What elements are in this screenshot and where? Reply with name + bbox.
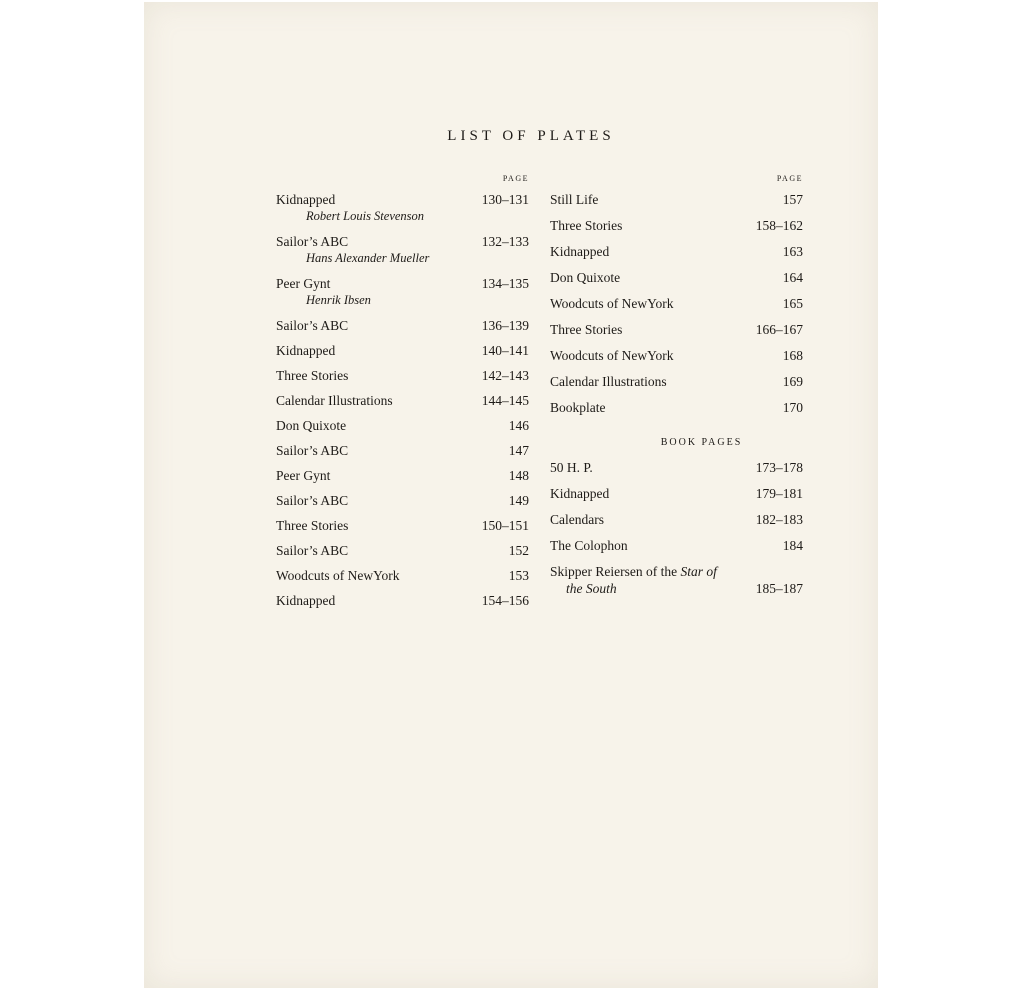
entry-title: Sailor’s ABC xyxy=(276,234,349,249)
entry-pages: 157 xyxy=(782,192,803,207)
entry-author: Robert Louis Stevenson xyxy=(306,209,425,223)
entry-title: Three Stories xyxy=(550,322,623,337)
list-entry xyxy=(276,191,529,225)
entry-title: Kidnapped xyxy=(276,593,336,608)
entry-pages: 179–181 xyxy=(755,486,803,501)
entry-pages: 154–156 xyxy=(481,593,529,608)
entry-pages: 168 xyxy=(782,348,803,363)
list-entry xyxy=(276,592,529,609)
entry-title: Peer Gynt xyxy=(276,276,331,291)
entry-author: Henrik Ibsen xyxy=(306,293,371,307)
entry-pages: 173–178 xyxy=(755,460,803,475)
entry-title: Peer Gynt xyxy=(276,468,331,483)
list-entry xyxy=(550,563,803,597)
entry-title: Woodcuts of NewYork xyxy=(276,568,400,583)
page-column-header: PAGE xyxy=(776,174,803,183)
entry-title: 50 H. P. xyxy=(550,460,593,475)
list-entry xyxy=(550,537,803,554)
right-column xyxy=(550,174,803,597)
list-entry xyxy=(550,511,803,528)
list-entry xyxy=(550,485,803,502)
entry-pages: 165 xyxy=(782,296,803,311)
list-entry xyxy=(550,399,803,416)
list-entry xyxy=(276,467,529,484)
entry-pages: 182–183 xyxy=(755,512,803,527)
list-entry xyxy=(276,442,529,459)
entry-pages: 163 xyxy=(782,244,803,259)
entry-title: Three Stories xyxy=(276,518,349,533)
entry-pages: 158–162 xyxy=(755,218,803,233)
entry-title: Still Life xyxy=(550,192,599,207)
entry-title: Woodcuts of NewYork xyxy=(550,296,674,311)
entry-title: Calendar Illustrations xyxy=(276,393,393,408)
entry-pages: 149 xyxy=(508,493,529,508)
entry-title: Woodcuts of NewYork xyxy=(550,348,674,363)
entry-title: Sailor’s ABC xyxy=(276,443,349,458)
list-entry xyxy=(276,542,529,559)
list-entry xyxy=(276,567,529,584)
entry-title: Three Stories xyxy=(276,368,349,383)
entry-title: Three Stories xyxy=(550,218,623,233)
list-entry xyxy=(276,417,529,434)
list-entry xyxy=(550,243,803,260)
right-entries-list xyxy=(550,191,803,416)
entry-pages: 150–151 xyxy=(481,518,529,533)
list-entry xyxy=(276,317,529,334)
left-entries-list xyxy=(276,191,529,609)
entry-title: Don Quixote xyxy=(276,418,347,433)
list-entry xyxy=(550,459,803,476)
entry-pages: 130–131 xyxy=(481,192,529,207)
entry-pages: 148 xyxy=(508,468,529,483)
entry-title: Kidnapped xyxy=(550,486,610,501)
entry-pages: 166–167 xyxy=(755,322,803,337)
list-entry xyxy=(550,295,803,312)
list-entry xyxy=(550,347,803,364)
list-entry xyxy=(276,233,529,267)
entry-title: Bookplate xyxy=(550,400,606,415)
list-entry xyxy=(276,492,529,509)
left-column xyxy=(276,174,529,609)
entry-title: The Colophon xyxy=(550,538,628,553)
entry-pages: 146 xyxy=(508,418,529,433)
entry-title: Don Quixote xyxy=(550,270,621,285)
entry-pages: 144–145 xyxy=(481,393,529,408)
entry-pages: 185–187 xyxy=(755,581,803,596)
book-page xyxy=(144,2,878,988)
list-entry xyxy=(276,275,529,309)
entry-title: Kidnapped xyxy=(550,244,610,259)
entry-title: Skipper Reiersen of the Star of the South xyxy=(550,564,717,596)
book-pages-list xyxy=(550,459,803,554)
entry-title: Sailor’s ABC xyxy=(276,493,349,508)
entry-title: Kidnapped xyxy=(276,192,336,207)
entry-pages: 136–139 xyxy=(481,318,529,333)
entry-title: Sailor’s ABC xyxy=(276,318,349,333)
book-pages-heading: BOOK PAGES xyxy=(660,437,743,448)
list-entry xyxy=(550,269,803,286)
list-entry xyxy=(276,517,529,534)
entry-pages: 134–135 xyxy=(481,276,529,291)
page-column-header: PAGE xyxy=(502,174,529,183)
entry-pages: 169 xyxy=(782,374,803,389)
entry-pages: 147 xyxy=(508,443,529,458)
list-entry xyxy=(550,191,803,208)
entry-pages: 164 xyxy=(782,270,803,285)
entry-title: Sailor’s ABC xyxy=(276,543,349,558)
page-title: LIST OF PLATES xyxy=(447,128,615,144)
list-entry xyxy=(550,321,803,338)
list-entry xyxy=(276,367,529,384)
list-entry xyxy=(550,373,803,390)
entry-pages: 140–141 xyxy=(481,343,529,358)
entry-title: Calendars xyxy=(550,512,604,527)
entry-pages: 142–143 xyxy=(481,368,529,383)
list-entry xyxy=(276,342,529,359)
entry-pages: 152 xyxy=(508,543,529,558)
list-entry xyxy=(550,217,803,234)
entry-pages: 184 xyxy=(782,538,803,553)
entry-title: Kidnapped xyxy=(276,343,336,358)
entry-pages: 132–133 xyxy=(481,234,529,249)
entry-pages: 170 xyxy=(782,400,803,415)
entry-title: Calendar Illustrations xyxy=(550,374,667,389)
entry-pages: 153 xyxy=(508,568,529,583)
list-entry xyxy=(276,392,529,409)
entry-author: Hans Alexander Mueller xyxy=(306,251,430,265)
